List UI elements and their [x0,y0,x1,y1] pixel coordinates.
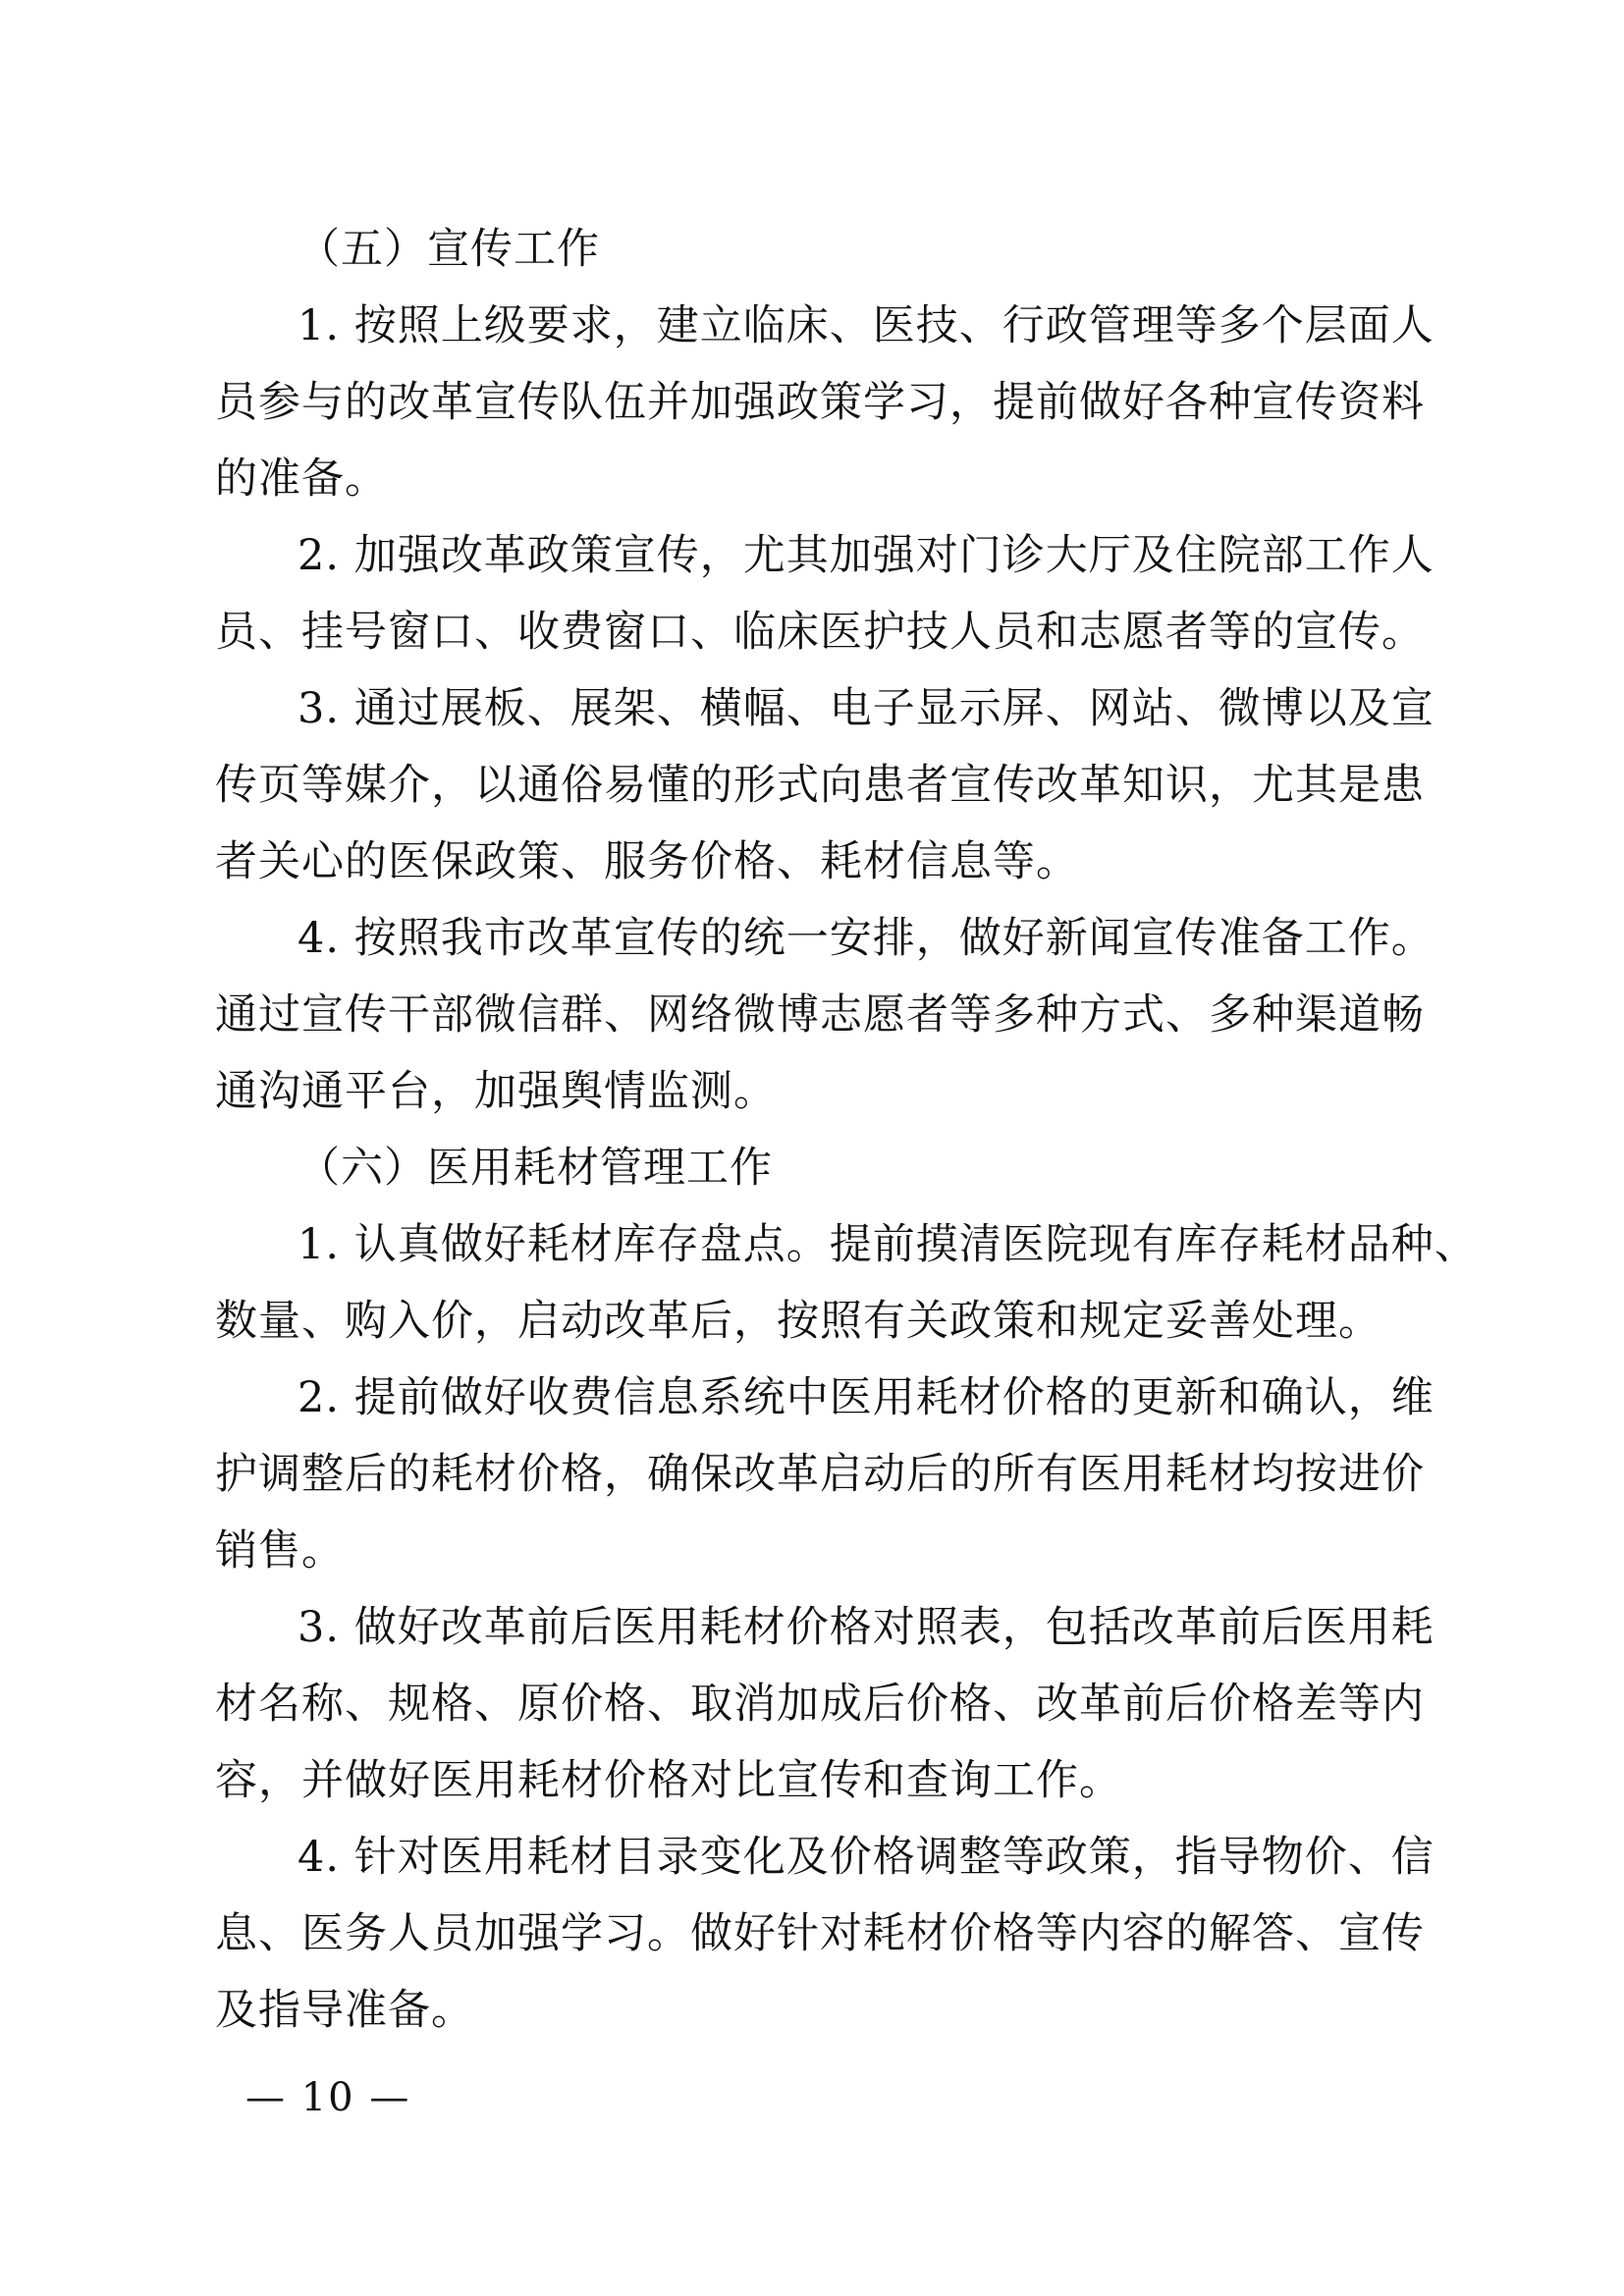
paragraph-line: 3. 通过展板、展架、横幅、电子显示屏、网站、微博以及宣 [298,684,1435,733]
paragraph-line: 4. 针对医用耗材目录变化及价格调整等政策，指导物价、信 [298,1833,1435,1882]
page-number: — 10 — [245,2075,411,2120]
paragraph-line: 2. 提前做好收费信息系统中医用耗材价格的更新和确认，维 [298,1373,1435,1422]
paragraph-line: 数量、购入价，启动改革后，按照有关政策和规定妥善处理。 [215,1297,1381,1346]
paragraph-line: 及指导准备。 [215,1986,474,2035]
paragraph-line: 4. 按照我市改革宣传的统一安排，做好新闻宣传准备工作。 [298,914,1435,963]
paragraph-line: 材名称、规格、原价格、取消加成后价格、改革前后价格差等内 [215,1680,1425,1729]
paragraph-line: 通过宣传干部微信群、网络微博志愿者等多种方式、多种渠道畅 [215,990,1425,1040]
paragraph-line: 3. 做好改革前后医用耗材价格对照表，包括改革前后医用耗 [298,1603,1435,1652]
paragraph-line: 1. 认真做好耗材库存盘点。提前摸清医院现有库存耗材品种、 [298,1220,1478,1269]
paragraph-line: 通沟通平台，加强舆情监测。 [215,1067,777,1116]
paragraph-line: 员、挂号窗口、收费窗口、临床医护技人员和志愿者等的宣传。 [215,608,1425,657]
section-heading-medical-consumables: （六）医用耗材管理工作 [298,1144,773,1193]
paragraph-line: 2. 加强改革政策宣传，尤其加强对门诊大厅及住院部工作人 [298,531,1435,580]
paragraph-line: 员参与的改革宣传队伍并加强政策学习，提前做好各种宣传资料 [215,378,1425,427]
paragraph-line: 传页等媒介，以通俗易懂的形式向患者宣传改革知识，尤其是患 [215,761,1425,810]
paragraph-line: 的准备。 [215,454,388,504]
paragraph-line: 息、医务人员加强学习。做好针对耗材价格等内容的解答、宣传 [215,1909,1425,1958]
paragraph-line: 护调整后的耗材价格，确保改革启动后的所有医用耗材均按进价 [215,1450,1425,1499]
paragraph-line: 1. 按照上级要求，建立临床、医技、行政管理等多个层面人 [298,301,1435,350]
section-heading-publicity: （五）宣传工作 [298,225,600,274]
document-body [215,211,1478,2049]
paragraph-line: 容，并做好医用耗材价格对比宣传和查询工作。 [215,1756,1122,1805]
paragraph-line: 销售。 [215,1526,345,1575]
paragraph-line: 者关心的医保政策、服务价格、耗材信息等。 [215,837,1079,886]
